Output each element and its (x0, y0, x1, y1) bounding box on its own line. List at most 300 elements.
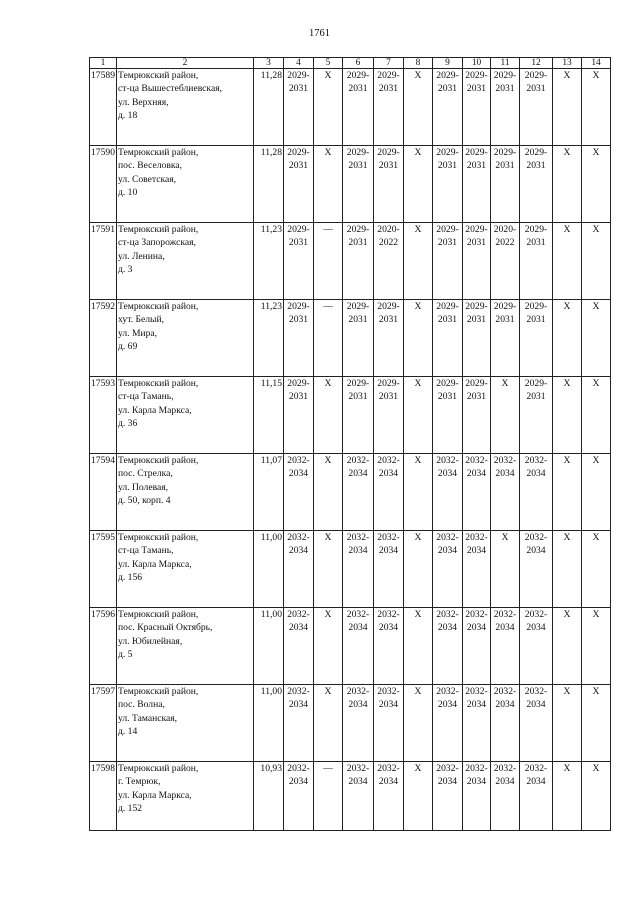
mark-cell: X (404, 762, 433, 831)
period-start: 2029- (287, 70, 310, 81)
period-cell (463, 762, 491, 831)
value-cell: 11,00 (254, 608, 284, 685)
mark-cell: X (404, 223, 433, 300)
period-end: 2022 (378, 237, 399, 249)
row-id: 17595 (90, 531, 117, 608)
period-cell (463, 377, 491, 454)
address-line: д. 152 (118, 803, 143, 815)
period-end: 2031 (288, 314, 309, 326)
address-line: Темрюкский район, (118, 763, 199, 774)
period-cell (463, 69, 491, 146)
period-end: 2031 (437, 237, 458, 249)
address-line: хут. Белый, (118, 314, 165, 326)
period-end: 2034 (466, 699, 487, 711)
period-cell (520, 608, 553, 685)
period-start: 2032- (377, 532, 400, 543)
period-start: 2032- (493, 763, 517, 774)
mark-cell: X (553, 531, 582, 608)
period-cell (284, 377, 314, 454)
period-end: 2034 (495, 468, 515, 480)
row-id: 17594 (90, 454, 117, 531)
period-cell (284, 531, 314, 608)
period-cell (374, 300, 404, 377)
period-end: 2031 (526, 391, 546, 403)
address-line: д. 5 (118, 649, 133, 661)
period-start: 2029- (524, 301, 548, 312)
column-number-row (90, 58, 611, 69)
period-end: 2034 (437, 468, 458, 480)
period-end: 2034 (348, 622, 368, 634)
period-start: 2029- (524, 147, 548, 158)
period-start: 2029- (465, 147, 488, 158)
period-start: 2029- (524, 224, 548, 235)
period-end: 2034 (348, 699, 368, 711)
period-end: 2034 (495, 776, 515, 788)
column-number: 1 (90, 58, 117, 69)
value-cell: 11,00 (254, 685, 284, 762)
period-end: 2034 (437, 622, 458, 634)
column-number: 11 (491, 58, 520, 69)
period-cell (520, 223, 553, 300)
address-line: ул. Верхняя, (118, 96, 169, 108)
row-id: 17591 (90, 223, 117, 300)
mark-cell: X (582, 454, 611, 531)
mark-cell: X (582, 300, 611, 377)
row-id: 17597 (90, 685, 117, 762)
mark-cell: X (553, 69, 582, 146)
period-cell (491, 454, 520, 531)
address-line: Темрюкский район, (118, 301, 199, 312)
period-end: 2031 (437, 160, 458, 172)
period-cell (284, 69, 314, 146)
period-start: 2032- (377, 763, 400, 774)
mark-cell: X (553, 223, 582, 300)
period-start: 2029- (465, 224, 488, 235)
address-line: пос. Красный Октябрь, (118, 622, 213, 634)
period-end: 2034 (288, 699, 309, 711)
period-end: 2031 (526, 83, 546, 95)
period-cell (343, 300, 374, 377)
period-cell (463, 531, 491, 608)
mark-cell: X (314, 608, 343, 685)
period-end: 2031 (348, 391, 368, 403)
period-start: 2029- (436, 70, 459, 81)
value-cell: 11,07 (254, 454, 284, 531)
address-cell (117, 608, 254, 685)
address-line: пос. Стрелка, (118, 468, 173, 480)
period-end: 2031 (526, 314, 546, 326)
period-start: 2032- (287, 763, 310, 774)
period-cell (343, 531, 374, 608)
column-number: 13 (553, 58, 582, 69)
mark-cell: X (582, 685, 611, 762)
period-end: 2034 (437, 545, 458, 557)
period-end: 2031 (526, 160, 546, 172)
address-line: ул. Карла Маркса, (118, 558, 192, 570)
period-end: 2031 (495, 314, 515, 326)
table-row (90, 223, 611, 300)
period-end: 2034 (288, 545, 309, 557)
period-end: 2031 (378, 314, 399, 326)
row-id: 17598 (90, 762, 117, 831)
mark-cell: X (553, 608, 582, 685)
period-start: 2032- (436, 686, 459, 697)
period-start: 2029- (436, 224, 459, 235)
period-start: 2029- (346, 378, 370, 389)
period-start: 2032- (377, 455, 400, 466)
table-row (90, 685, 611, 762)
mark-cell: X (491, 531, 520, 608)
address-cell (117, 223, 254, 300)
period-cell (374, 146, 404, 223)
period-start: 2029- (436, 301, 459, 312)
mark-cell: X (553, 377, 582, 454)
period-cell (284, 685, 314, 762)
period-end: 2031 (288, 391, 309, 403)
address-line: ул. Таманская, (118, 712, 178, 724)
address-line: ст-ца Тамань, (118, 391, 174, 403)
period-cell (463, 685, 491, 762)
period-end: 2031 (348, 237, 368, 249)
mark-cell: X (582, 223, 611, 300)
period-end: 2034 (466, 468, 487, 480)
mark-cell: X (582, 762, 611, 831)
address-cell (117, 69, 254, 146)
period-start: 2029- (493, 301, 517, 312)
period-cell (374, 69, 404, 146)
column-number: 14 (582, 58, 611, 69)
period-end: 2034 (348, 776, 368, 788)
column-number: 6 (343, 58, 374, 69)
period-cell (374, 762, 404, 831)
period-start: 2032- (524, 532, 548, 543)
address-cell (117, 531, 254, 608)
period-start: 2032- (465, 763, 488, 774)
period-cell (343, 223, 374, 300)
period-start: 2029- (346, 70, 370, 81)
period-end: 2031 (526, 237, 546, 249)
period-end: 2034 (288, 468, 309, 480)
period-start: 2029- (287, 224, 310, 235)
period-cell (433, 608, 463, 685)
mark-cell: X (314, 454, 343, 531)
period-end: 2031 (288, 237, 309, 249)
mark-cell: X (491, 377, 520, 454)
table-row (90, 377, 611, 454)
mark-cell: X (404, 69, 433, 146)
row-id: 17590 (90, 146, 117, 223)
mark-cell: X (404, 146, 433, 223)
period-end: 2031 (466, 237, 487, 249)
column-number: 9 (433, 58, 463, 69)
period-start: 2029- (377, 147, 400, 158)
period-cell (374, 608, 404, 685)
address-line: Темрюкский район, (118, 532, 199, 543)
period-cell (463, 608, 491, 685)
address-line: ул. Карла Маркса, (118, 789, 192, 801)
mark-cell: — (314, 300, 343, 377)
period-start: 2032- (524, 455, 548, 466)
period-cell (433, 223, 463, 300)
mark-cell: — (314, 223, 343, 300)
period-start: 2032- (465, 455, 488, 466)
table-row (90, 146, 611, 223)
period-end: 2031 (437, 83, 458, 95)
period-start: 2032- (524, 609, 548, 620)
period-cell (374, 531, 404, 608)
period-end: 2031 (348, 83, 368, 95)
period-end: 2031 (378, 391, 399, 403)
column-number: 7 (374, 58, 404, 69)
address-line: ул. Советская, (118, 173, 177, 185)
period-cell (433, 685, 463, 762)
mark-cell: X (553, 762, 582, 831)
address-line: Темрюкский район, (118, 224, 199, 235)
period-start: 2032- (465, 609, 488, 620)
period-start: 2032- (524, 763, 548, 774)
period-cell (284, 300, 314, 377)
column-number: 10 (463, 58, 491, 69)
period-end: 2034 (526, 545, 546, 557)
period-start: 2029- (377, 70, 400, 81)
address-line: ст-ца Запорожская, (118, 237, 196, 249)
period-cell (374, 223, 404, 300)
address-line: ст-ца Вышестеблиевская, (118, 83, 223, 95)
period-end: 2034 (526, 468, 546, 480)
period-start: 2032- (436, 609, 459, 620)
period-start: 2029- (493, 147, 517, 158)
table-row (90, 454, 611, 531)
period-cell (491, 223, 520, 300)
address-line: ул. Мира, (118, 327, 158, 339)
mark-cell: X (314, 531, 343, 608)
period-cell (520, 377, 553, 454)
period-cell (491, 69, 520, 146)
mark-cell: — (314, 762, 343, 831)
period-end: 2031 (437, 391, 458, 403)
address-cell (117, 146, 254, 223)
period-end: 2034 (348, 545, 368, 557)
address-line: д. 18 (118, 110, 138, 122)
mark-cell: X (314, 685, 343, 762)
period-end: 2034 (495, 622, 515, 634)
address-line: д. 156 (118, 572, 143, 584)
period-end: 2031 (348, 314, 368, 326)
column-number: 5 (314, 58, 343, 69)
period-start: 2032- (346, 609, 370, 620)
period-end: 2034 (526, 622, 546, 634)
period-end: 2031 (437, 314, 458, 326)
value-cell: 11,15 (254, 377, 284, 454)
column-number: 2 (117, 58, 254, 69)
period-cell (343, 146, 374, 223)
address-line: д. 36 (118, 418, 138, 430)
period-cell (433, 531, 463, 608)
period-end: 2034 (288, 622, 309, 634)
mark-cell: X (314, 146, 343, 223)
period-start: 2029- (346, 301, 370, 312)
period-start: 2029- (465, 301, 488, 312)
mark-cell: X (404, 377, 433, 454)
address-line: д. 3 (118, 264, 133, 276)
mark-cell: X (582, 69, 611, 146)
period-start: 2029- (436, 147, 459, 158)
period-end: 2034 (466, 776, 487, 788)
period-start: 2029- (524, 70, 548, 81)
period-cell (491, 762, 520, 831)
mark-cell: X (582, 608, 611, 685)
period-cell (520, 454, 553, 531)
address-line: д. 10 (118, 187, 138, 199)
period-cell (491, 608, 520, 685)
value-cell: 11,23 (254, 300, 284, 377)
period-start: 2029- (377, 378, 400, 389)
period-end: 2031 (378, 83, 399, 95)
value-cell: 10,93 (254, 762, 284, 831)
period-end: 2034 (378, 699, 399, 711)
address-line: д. 50, корп. 4 (118, 495, 171, 507)
mark-cell: X (404, 454, 433, 531)
period-end: 2031 (495, 83, 515, 95)
period-end: 2034 (378, 545, 399, 557)
period-start: 2029- (346, 147, 370, 158)
period-cell (463, 454, 491, 531)
address-line: пос. Волна, (118, 699, 165, 711)
period-cell (520, 146, 553, 223)
period-start: 2032- (377, 686, 400, 697)
period-start: 2032- (377, 609, 400, 620)
period-start: 2032- (346, 455, 370, 466)
period-cell (433, 762, 463, 831)
mark-cell: X (553, 146, 582, 223)
period-end: 2034 (348, 468, 368, 480)
period-start: 2020- (377, 224, 400, 235)
period-cell (520, 531, 553, 608)
mark-cell: X (404, 685, 433, 762)
mark-cell: X (553, 454, 582, 531)
period-start: 2029- (524, 378, 548, 389)
period-cell (284, 146, 314, 223)
table-row (90, 608, 611, 685)
period-cell (520, 300, 553, 377)
mark-cell: X (404, 300, 433, 377)
page-number: 1761 (309, 28, 330, 39)
address-line: Темрюкский район, (118, 455, 199, 466)
period-cell (284, 762, 314, 831)
address-cell (117, 685, 254, 762)
period-end: 2031 (495, 160, 515, 172)
address-line: Темрюкский район, (118, 70, 199, 81)
mark-cell: X (314, 69, 343, 146)
row-id: 17593 (90, 377, 117, 454)
mark-cell: X (553, 685, 582, 762)
address-line: Темрюкский район, (118, 609, 199, 620)
address-line: ул. Полевая, (118, 481, 169, 493)
period-start: 2032- (465, 686, 488, 697)
period-start: 2032- (493, 609, 517, 620)
period-end: 2034 (437, 699, 458, 711)
period-end: 2034 (437, 776, 458, 788)
mark-cell: X (582, 377, 611, 454)
address-line: ст-ца Тамань, (118, 545, 174, 557)
period-end: 2031 (466, 314, 487, 326)
period-start: 2032- (493, 686, 517, 697)
period-start: 2029- (465, 378, 488, 389)
column-number: 12 (520, 58, 553, 69)
column-number: 3 (254, 58, 284, 69)
address-cell (117, 300, 254, 377)
address-cell (117, 377, 254, 454)
period-start: 2029- (287, 378, 310, 389)
period-cell (463, 146, 491, 223)
period-end: 2031 (378, 160, 399, 172)
value-cell: 11,23 (254, 223, 284, 300)
period-cell (433, 300, 463, 377)
address-line: Темрюкский район, (118, 378, 199, 389)
period-start: 2032- (524, 686, 548, 697)
period-end: 2034 (288, 776, 309, 788)
period-start: 2029- (377, 301, 400, 312)
period-cell (374, 685, 404, 762)
address-line: ул. Карла Маркса, (118, 404, 192, 416)
mark-cell: X (404, 531, 433, 608)
period-cell (433, 146, 463, 223)
column-number: 4 (284, 58, 314, 69)
mark-cell: X (553, 300, 582, 377)
mark-cell: X (404, 608, 433, 685)
period-cell (374, 454, 404, 531)
period-end: 2031 (348, 160, 368, 172)
period-end: 2034 (495, 699, 515, 711)
period-cell (491, 685, 520, 762)
table-row (90, 300, 611, 377)
period-cell (284, 223, 314, 300)
period-start: 2020- (493, 224, 517, 235)
mark-cell: X (582, 531, 611, 608)
period-end: 2031 (288, 160, 309, 172)
period-cell (520, 685, 553, 762)
period-end: 2034 (378, 468, 399, 480)
period-cell (520, 69, 553, 146)
period-cell (343, 377, 374, 454)
address-line: д. 69 (118, 341, 138, 353)
period-start: 2029- (465, 70, 488, 81)
period-start: 2032- (346, 763, 370, 774)
address-line: Темрюкский район, (118, 686, 199, 697)
period-cell (433, 454, 463, 531)
period-start: 2032- (287, 532, 310, 543)
period-cell (433, 69, 463, 146)
period-start: 2032- (436, 532, 459, 543)
period-end: 2034 (378, 622, 399, 634)
period-cell (433, 377, 463, 454)
period-start: 2029- (346, 224, 370, 235)
period-cell (343, 762, 374, 831)
address-line: ул. Ленина, (118, 250, 165, 262)
period-start: 2032- (287, 686, 310, 697)
row-id: 17596 (90, 608, 117, 685)
address-line: г. Темрюк, (118, 776, 161, 788)
period-cell (343, 69, 374, 146)
period-start: 2032- (287, 455, 310, 466)
period-start: 2029- (287, 147, 310, 158)
value-cell: 11,28 (254, 69, 284, 146)
period-cell (284, 608, 314, 685)
period-cell (520, 762, 553, 831)
period-start: 2032- (346, 532, 370, 543)
period-start: 2032- (436, 455, 459, 466)
period-end: 2034 (466, 622, 487, 634)
